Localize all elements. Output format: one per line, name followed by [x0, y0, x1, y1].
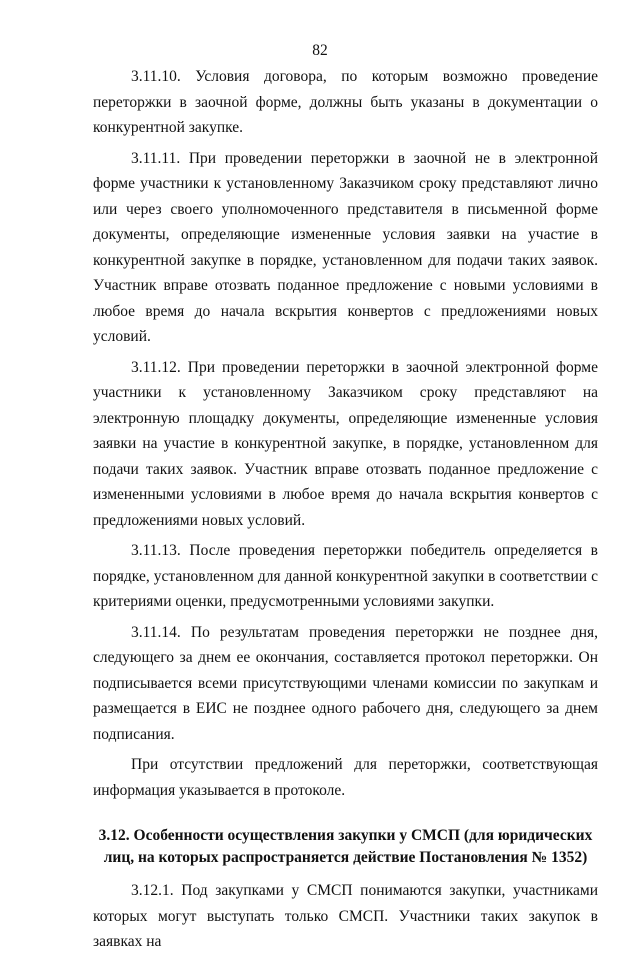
page-number: 82: [312, 42, 328, 59]
paragraph-3-11-12: 3.11.12. При проведении переторжки в заочной электронной форме участники к установленному Заказчиком сроку представляют на электронную площадку документы, определяющие измененные условия заявки на участие в конкурентной закупке, в порядке, установленном для подачи таких заявок. Участник вправе отозвать поданное предложение с измененными условиями в любое время до начала вскрытия конвертов с предложениями новых условий.: [93, 358, 598, 529]
paragraph-3-11-14: 3.11.14. По результатам проведения переторжки не позднее дня, следующего за днем ее окончания, составляется протокол переторжки. Он подписывается всеми присутствующими членами комиссии по закупкам и размещается в ЕИС не позднее одного рабочего дня, следующего за днем подписания.: [93, 623, 598, 743]
paragraph-3-12-1: 3.12.1. Под закупками у СМСП понимаются закупки, участниками которых могут выступать только СМСП. Участники таких закупок в заявках на: [93, 882, 598, 950]
document-body: [93, 64, 598, 960]
paragraph-3-11-13: 3.11.13. После проведения переторжки победитель определяется в порядке, установленном для данной конкурентной закупки в соответствии с критериями оценки, предусмотренными условиями закупки.: [93, 542, 598, 610]
section-heading-3-12: 3.12. Особенности осуществления закупки у СМСП (для юридических лиц, на которых распространяется действие Постановления № 1352): [98, 827, 593, 866]
paragraph-3-11-10: 3.11.10. Условия договора, по которым возможно проведение переторжки в заочной форме, должны быть указаны в документации о конкурентной закупке.: [93, 68, 598, 136]
paragraph-no-offers: При отсутствии предложений для переторжки, соответствующая информация указывается в протоколе.: [93, 756, 598, 799]
paragraph-3-11-11: 3.11.11. При проведении переторжки в заочной не в электронной форме участники к установленному Заказчиком сроку представляют лично или через своего уполномоченного представителя в письменной форме документы, определяющие измененные условия заявки на участие в конкурентной закупке в порядке, установленном для подачи таких заявок. Участник вправе отозвать поданное предложение с новыми условиями в любое время до начала вскрытия конвертов с предложениями новых условий.: [93, 149, 598, 345]
